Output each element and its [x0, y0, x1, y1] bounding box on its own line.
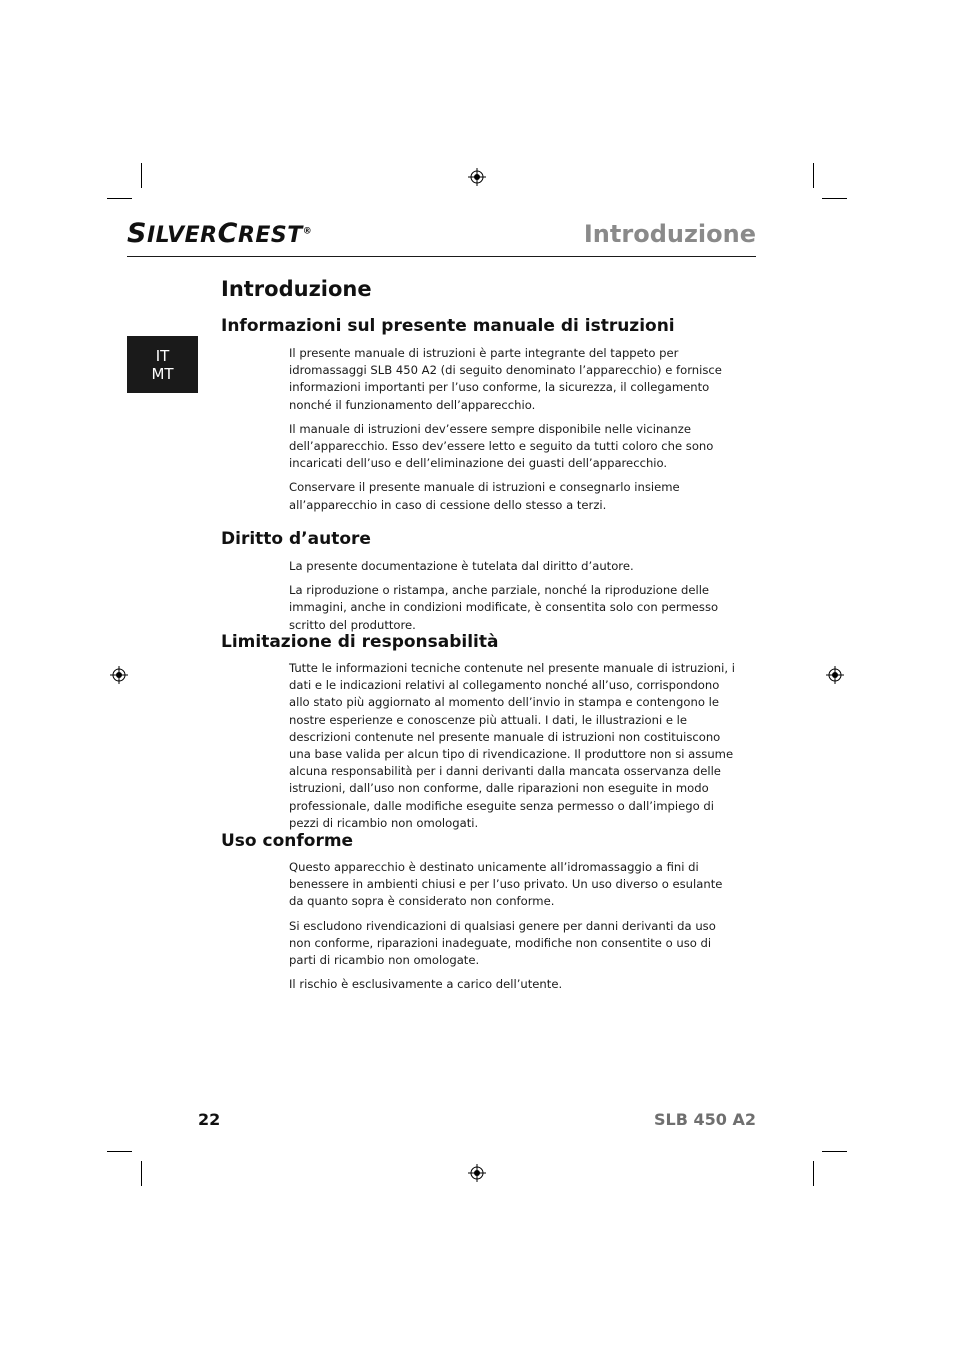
crop-mark	[822, 198, 847, 199]
section-body-intended-use	[289, 859, 735, 1000]
language-code: IT	[155, 346, 170, 365]
language-tab	[127, 336, 198, 393]
section-body-manual-info	[289, 345, 735, 521]
crop-mark	[822, 1151, 847, 1152]
paragraph: Tutte le informazioni tecniche contenute nel presente manuale di istruzioni, i dati e le indicazioni relativi al collegamento nonché all’uso, corrispondono allo stato più aggiornato al momento dell’invio in stampa e contengono le nostre esperienze e conoscenze più attuali. I dati, le illustrazioni e le descrizioni contenute nel presente manuale di istruzioni non costituiscono una base valida per alcun tipo di rivendicazione. Il produttore non si assume alcuna responsabilità per i danni derivanti dalla mancata osservanza delle istruzioni, dall’uso non conforme, dalle riparazioni non eseguite in modo professionale, dalle modifiche eseguite senza permesso o dall’impiego di pezzi di ricambio non omologati.	[289, 661, 735, 830]
header-title: Introduzione	[583, 220, 756, 248]
section-body-copyright	[289, 558, 735, 641]
registration-mark-icon	[826, 666, 844, 684]
crop-mark	[813, 163, 814, 188]
crop-mark	[107, 1151, 132, 1152]
page-title: Introduzione	[221, 277, 372, 301]
paragraph: La presente documentazione è tutelata dal diritto d’autore.	[289, 559, 634, 573]
crop-mark	[813, 1161, 814, 1186]
section-heading-manual-info: Informazioni sul presente manuale di istruzioni	[221, 316, 675, 336]
header-divider	[127, 256, 756, 257]
registration-mark-icon	[468, 168, 486, 186]
paragraph: Il presente manuale di istruzioni è parte integrante del tappeto per idromassaggi SLB 450 A2 (di seguito denominato l’apparecchio) e fornisce informazioni importanti per l’uso conforme, la sicurezza, il collegamento nonché il funzionamento dell’apparecchio.	[289, 346, 722, 412]
paragraph: Il rischio è esclusivamente a carico dell’utente.	[289, 977, 563, 992]
paragraph: Si escludono rivendicazioni di qualsiasi genere per danni derivanti da uso non conforme, riparazioni inadeguate, modifiche non consentite o uso di parti di ricambio non omologate.	[289, 918, 716, 968]
registration-mark-icon	[468, 1164, 486, 1182]
registration-mark-icon	[110, 666, 128, 684]
section-heading-intended-use: Uso conforme	[221, 831, 354, 851]
section-heading-liability: Limitazione di responsabilità	[221, 632, 499, 652]
section-heading-copyright: Diritto d’autore	[221, 529, 371, 549]
paragraph: Conservare il presente manuale di istruzioni e consegnarlo insieme all’apparecchio in caso di cessione dello stesso a terzi.	[289, 480, 680, 512]
paragraph: La riproduzione o ristampa, anche parziale, nonché la riproduzione delle immagini, anche in condizioni modificate, è consentita solo con permesso scritto del produttore.	[289, 583, 719, 632]
paragraph: Il manuale di istruzioni dev’essere sempre disponibile nelle vicinanze dell’apparecchio. Esso dev’essere letto e seguito da tutti coloro che sono incaricati dell’uso e dell’eliminazione dei guasti dell’apparecchio.	[289, 421, 714, 471]
crop-mark	[141, 163, 142, 188]
page-number: 22	[198, 1110, 221, 1129]
crop-mark	[141, 1161, 142, 1186]
language-code: MT	[151, 364, 174, 383]
brand-logo: SILVERCREST®	[127, 218, 313, 249]
model-name: SLB 450 A2	[654, 1110, 756, 1129]
paragraph: Questo apparecchio è destinato unicamente all’idromassaggio a fini di benessere in ambienti chiusi e per l’uso privato. Un uso diverso o esulante da quanto sopra è considerato non conforme.	[289, 860, 723, 909]
crop-mark	[107, 198, 132, 199]
section-body-liability	[289, 660, 735, 839]
